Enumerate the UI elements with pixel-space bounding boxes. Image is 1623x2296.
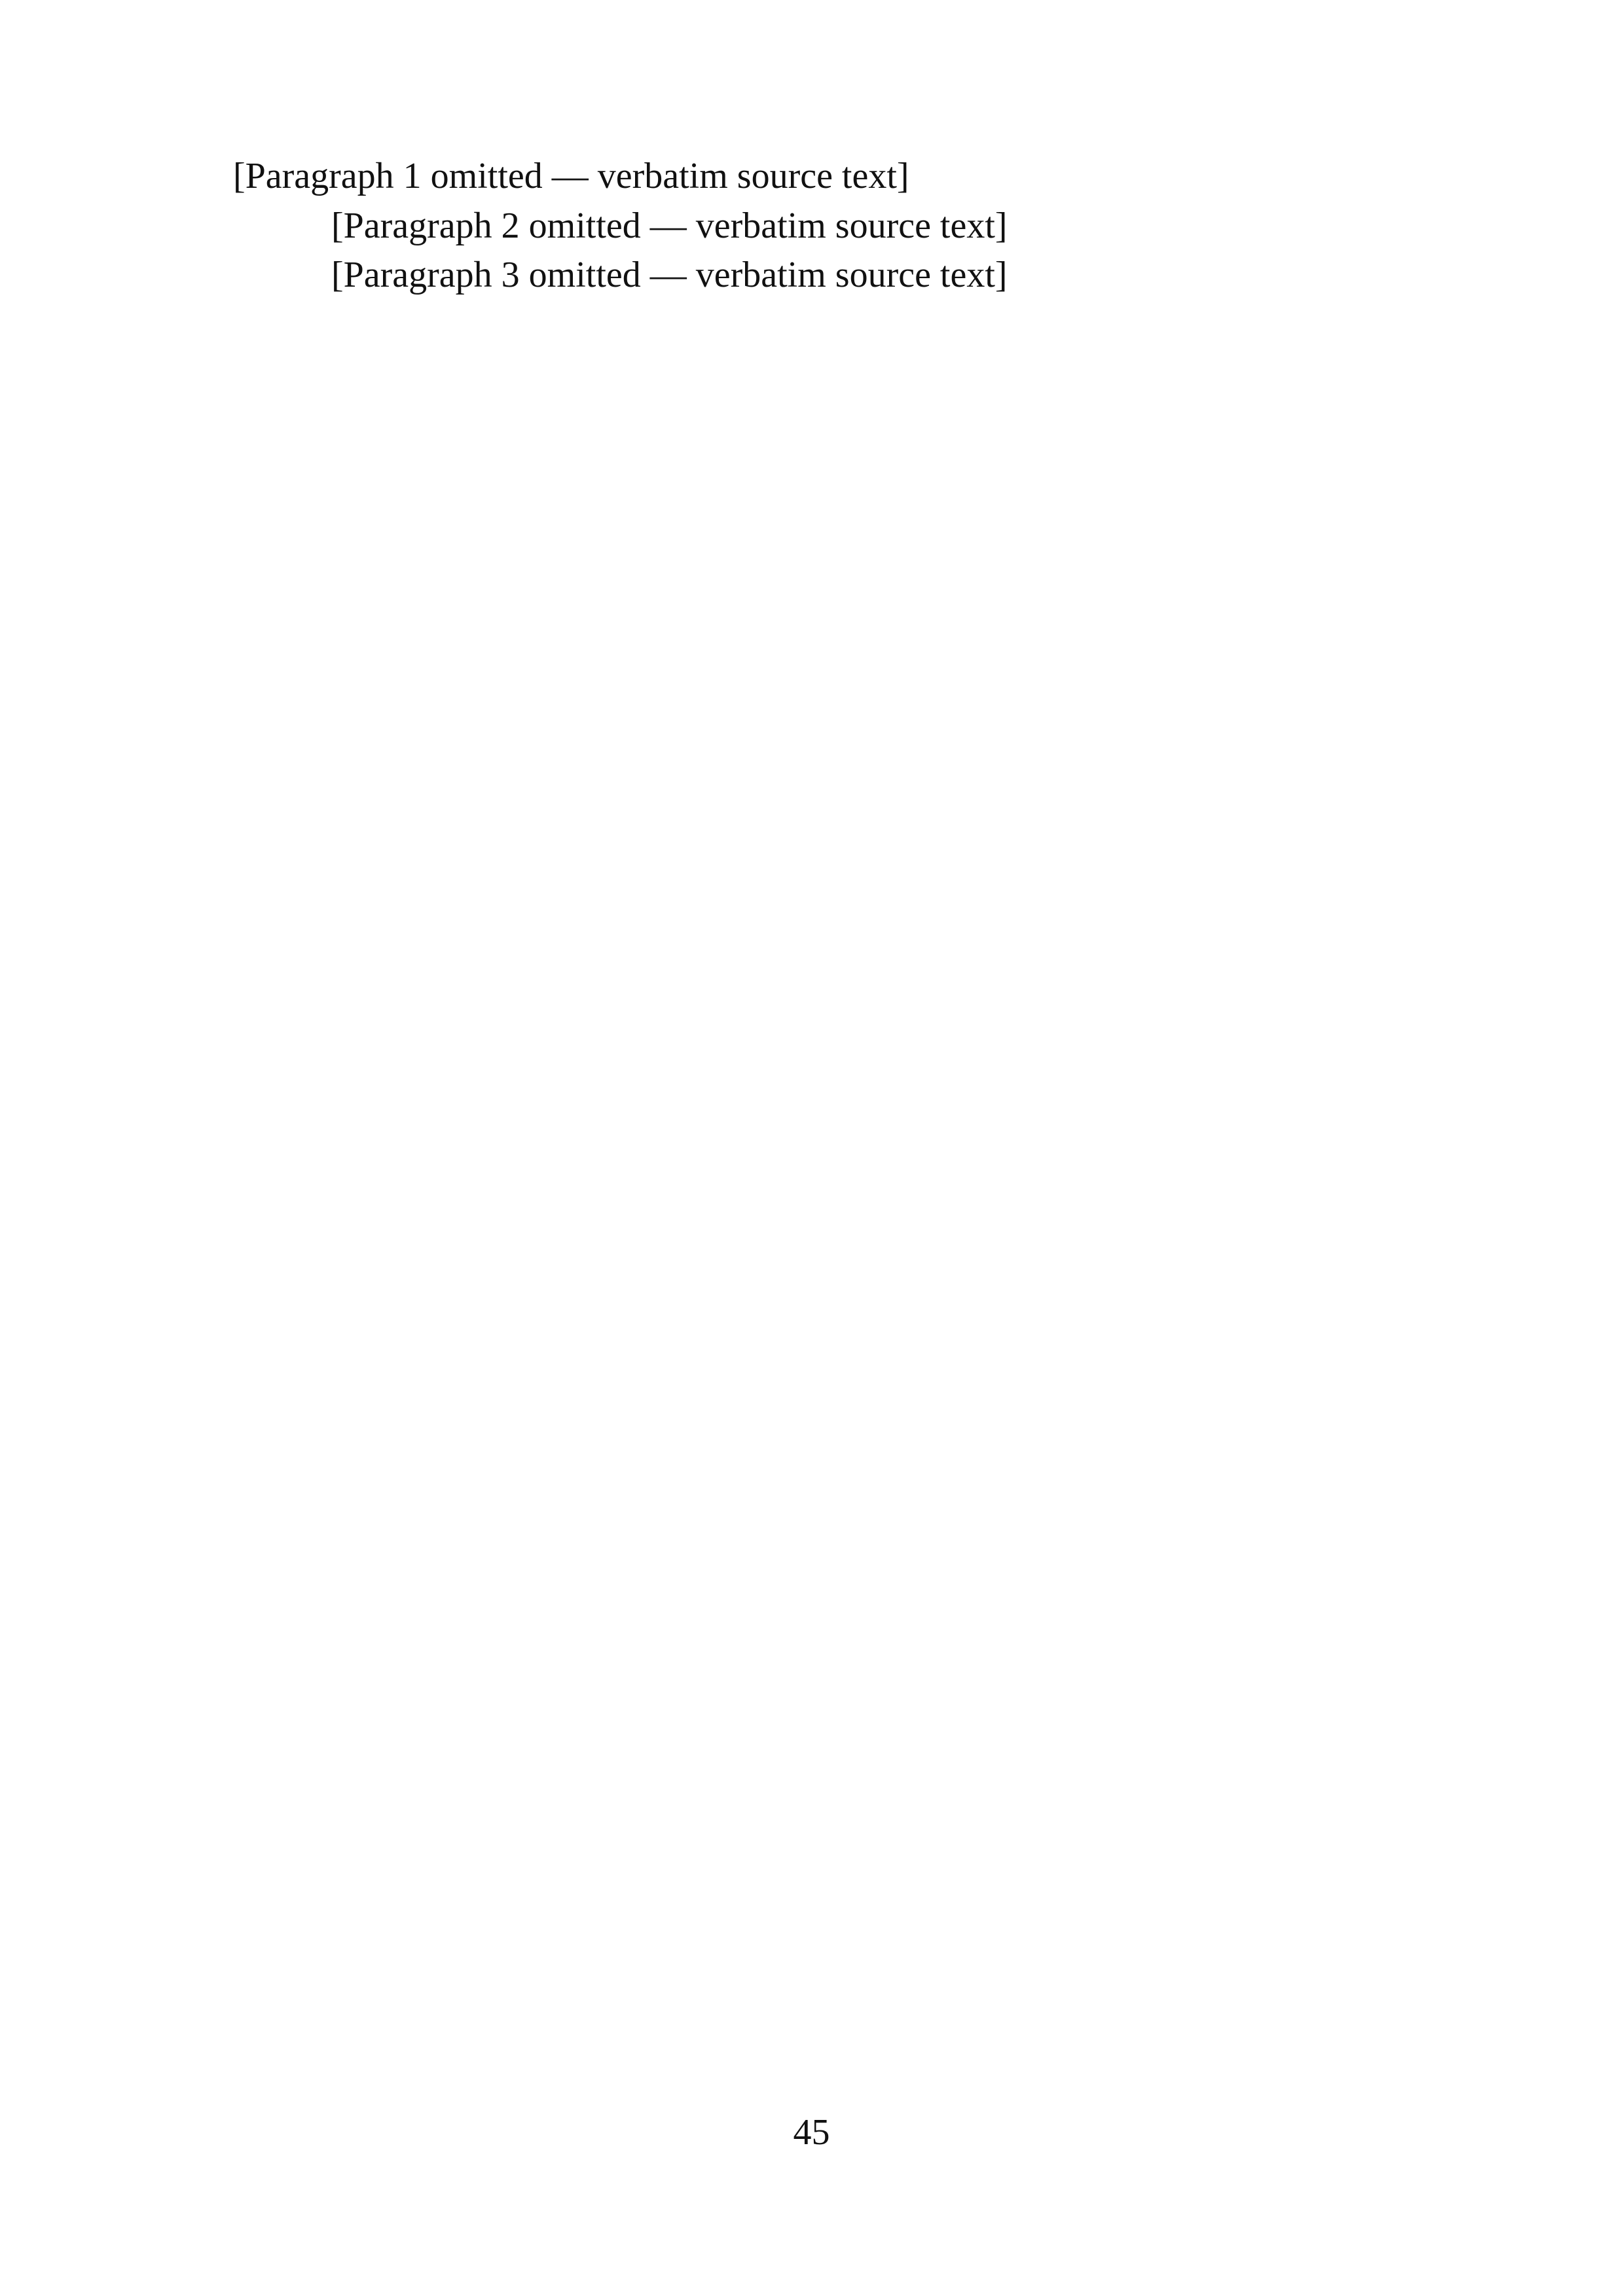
paragraph-continuation: [Paragraph 1 omitted — verbatim source text] bbox=[233, 156, 909, 196]
body-text bbox=[233, 152, 1392, 300]
page-number: 45 bbox=[793, 2112, 830, 2153]
paragraph: [Paragraph 2 omitted — verbatim source text] bbox=[331, 205, 1008, 246]
paragraph: [Paragraph 3 omitted — verbatim source text] bbox=[331, 255, 1008, 295]
